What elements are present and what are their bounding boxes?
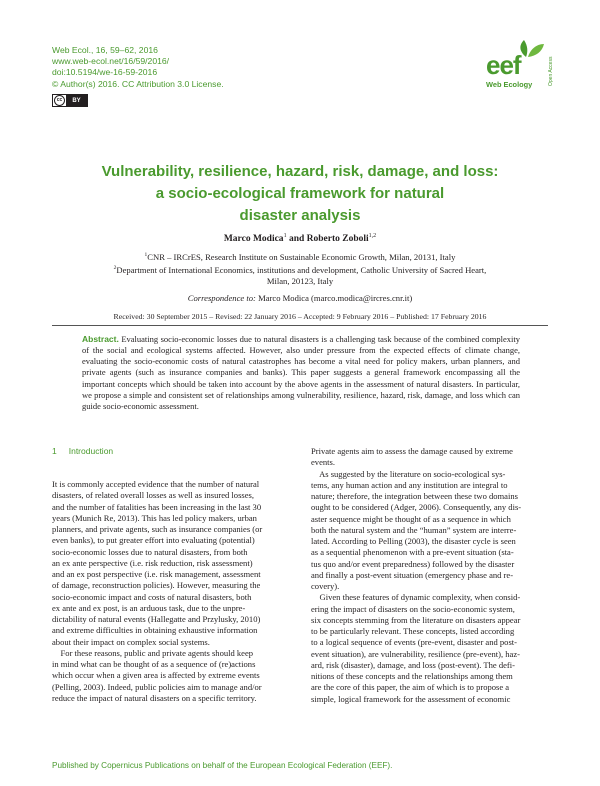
text-line: lated. According to Pelling (2003), the disaster cycle is seen: [311, 536, 516, 546]
text-line: aster sequence might be thought of as a sequence in which: [311, 513, 511, 524]
text-line: of damage, reconstruction policies). However, measuring the: [52, 580, 261, 591]
text-line: For these reasons, public and private agents should keep: [52, 647, 254, 658]
title-line-3: disaster analysis: [239, 207, 361, 224]
journal-meta: [52, 45, 224, 90]
text-line: as a sequential phenomenon with a pre-event situation (sta-: [311, 547, 514, 558]
text-line: an ex ante perspective (i.e. risk reduction, risk assessment): [52, 557, 253, 568]
text-line: about their impact on complex social systems.: [52, 636, 210, 647]
by-label: BY: [66, 95, 87, 106]
correspondence-text[interactable]: Marco Modica (marco.modica@ircres.cnr.it): [255, 293, 413, 303]
cc-by-license-badge[interactable]: [52, 94, 88, 107]
text-line: covery).: [311, 581, 340, 591]
text-line: ering the impact of disasters on the socio-economic system,: [311, 603, 515, 614]
publication-dates: Received: 30 September 2015 – Revised: 22 January 2016 – Accepted: 9 February 2016 – Published: 17 February 2016: [113, 312, 487, 321]
citation: Web Ecol., 16, 59–62, 2016: [52, 45, 158, 55]
text-line: to a logical sequence of events (pre-event, disaster and post-: [311, 637, 517, 648]
text-line: dictability of natural events (Hallegatte and Przylusky, 2010): [52, 614, 261, 624]
text-line: ought to be considered (Adger, 2006). Consequently, any dis-: [311, 502, 522, 513]
text-line: years (Munich Re, 2013). This has led policy makers, urban: [52, 512, 257, 523]
text-line: simple, logical framework for the assessment of economic: [311, 693, 511, 704]
text-line: are the core of this paper, the aim of which is to propose a: [311, 682, 510, 693]
paper-title: [40, 161, 560, 227]
section-title: Introduction: [68, 446, 114, 456]
author-conjunction: and: [286, 234, 307, 245]
title-line-1: Vulnerability, resilience, hazard, risk, damage, and loss:: [101, 163, 499, 180]
section-number: 1: [52, 446, 57, 456]
eef-logo: eef: [486, 50, 521, 80]
abstract: [82, 334, 520, 412]
abstract-text: Evaluating socio-economic losses due to natural disasters is a challenging task because of the combined complexity of the social and ecological systems affected. However, also under pressure from the expected effects of climate change, evaluating the socio-economic costs of natural catastrophes has become a vital need for policy makers, urban planners, and private agents (such as insurance companies and banks). This paper suggests a general framework encompassing all the important concepts which should be taken into account by the above agents in the assessment of natural disasters. In particular, we propose a simple and consistent set of relationships among vulnerability, resilience, hazard, risk, damage, and loss which can guide socio-economic assessment.: [82, 334, 520, 411]
text-line: nitions of these concepts and the relationships among them: [311, 671, 513, 681]
text-line: and the number of fatalities has been increasing in the last 30: [52, 501, 262, 512]
text-line: (Pelling, 2003). Indeed, public policies aim to manage and/or: [52, 681, 262, 692]
text-line: planners, and private agents, such as insurance companies (or: [52, 524, 263, 534]
text-line: and finally a post-event situation (emergency phase and re-: [311, 569, 514, 580]
section-heading: [52, 446, 113, 456]
correspondence: [40, 293, 560, 303]
text-line: six concepts stemming from the literature on disasters appear: [311, 614, 521, 625]
text-line: As suggested by the literature on socio-ecological sys-: [311, 468, 506, 479]
authors: [40, 233, 560, 244]
open-access-label: Open Access: [548, 56, 554, 86]
author-1: Marco Modica: [223, 234, 284, 245]
text-line: ard, risk (disaster), damage, and loss (post-event). The defi-: [311, 659, 515, 670]
text-line: socio-economic impact and costs of natural disasters, both: [52, 591, 252, 602]
affiliation-1: $^1$CNR – IRCrES, Research Institute on Sustainable Economic Growth, Milan, 20131, Italy: [144, 251, 456, 262]
text-line: reduce the impact of natural disasters on a specific territory.: [52, 692, 257, 703]
text-line: ex ante and ex post, is an arduous task, due to the unpre-: [52, 602, 246, 613]
text-line: to be particularly relevant. These concepts, listed according: [311, 626, 515, 636]
left-column: [52, 479, 292, 704]
journal-url[interactable]: www.web-ecol.net/16/59/2016/: [52, 56, 170, 67]
author-2-affil: 1,2: [368, 233, 377, 239]
text-line: event situation), are vulnerability, resilience (pre-event), haz-: [311, 648, 520, 659]
text-line: disasters, of related overall losses as well as insured losses,: [52, 490, 254, 501]
text-line: and extreme difficulties in obtaining exhaustive information: [52, 625, 258, 636]
text-line: both the natural system and the “human” system are interre-: [311, 524, 517, 535]
text-line: and an ex post perspective (i.e. risk management, assessment: [52, 569, 261, 579]
text-line: tus quo and/or event preparedness) followed by the disaster: [311, 558, 515, 569]
text-line: events.: [311, 457, 335, 468]
text-line: in mind what can be thought of as a sequence of (re)actions: [52, 659, 256, 669]
text-line: Private agents aim to assess the damage caused by extreme: [311, 446, 513, 456]
author-1-affil: 1: [283, 233, 287, 239]
affiliations: [40, 250, 560, 288]
author-2: Roberto Zoboli: [306, 234, 369, 245]
web-ecology-label: Web Ecology: [486, 80, 533, 89]
publisher-footer: Published by Copernicus Publications on behalf of the European Ecological Federation (EEF).: [52, 761, 393, 770]
text-line: even banks), to put greater effort into evaluating (potential): [52, 535, 255, 546]
affiliation-2: $^2$Department of International Economics, institutions and development, Catholic University of Sacred Heart,: [113, 265, 487, 276]
abstract-label: Abstract.: [82, 334, 119, 344]
text-line: Given these features of dynamic complexity, when consid-: [311, 592, 521, 603]
cc-icon: cc: [54, 95, 65, 106]
text-line: It is commonly accepted evidence that the number of natural: [52, 479, 260, 489]
doi[interactable]: doi:10.5194/we-16-59-2016: [52, 67, 158, 78]
affiliation-2-cont: Milan, 20123, Italy: [266, 276, 334, 287]
title-line-2: a socio-ecological framework for natural: [155, 185, 445, 202]
text-line: socio-economic losses due to natural disasters, from both: [52, 546, 248, 557]
divider: [52, 325, 548, 326]
right-column: [311, 446, 548, 705]
text-line: nature; therefore, the integration between these two domains: [311, 491, 518, 501]
copyright: © Author(s) 2016. CC Attribution 3.0 License.: [52, 78, 224, 89]
text-line: which occur when a given area is affected by extreme events: [52, 670, 260, 681]
correspondence-label: Correspondence to:: [187, 293, 256, 303]
text-line: tems, any human action and any institution are integral to: [311, 479, 508, 490]
